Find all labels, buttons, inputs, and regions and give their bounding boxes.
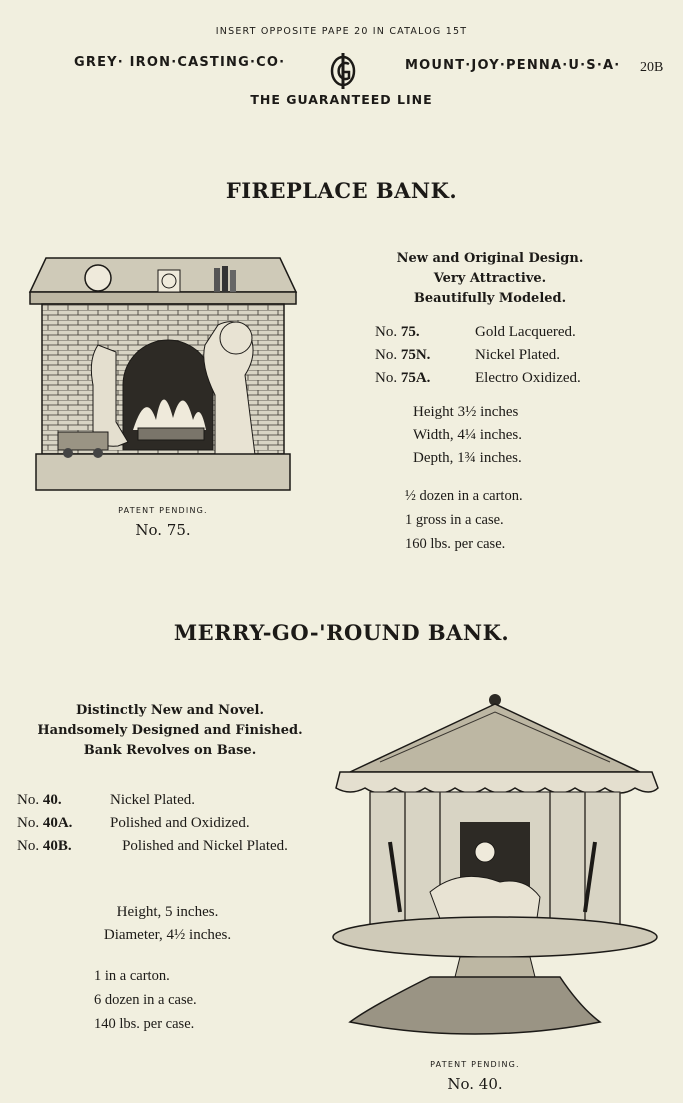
model-prefix: No. [375,324,398,340]
fireplace-intro-line: Beautifully Modeled. [413,291,567,306]
model-number: 40A. [42,815,73,831]
merry-go-round-caption: No. 40. [447,1075,503,1093]
fireplace-bank-title: FIREPLACE BANK. [225,178,458,203]
model-row [17,789,300,812]
dimension-line: Height, 5 inches. [116,904,219,920]
company-location: MOUNT·JOY·PENNA·U·S·A· [405,58,621,73]
fireplace-intro [380,249,600,309]
packing-line: 6 dozen in a case. [94,992,197,1008]
merry-go-round-intro-line: Distinctly New and Novel. [75,703,265,718]
fireplace-packing [405,484,523,556]
model-number: 75. [400,324,420,340]
model-row [375,367,581,390]
merry-go-round-intro [20,701,320,761]
fireplace-model-list [375,321,581,390]
dimension-line: Diameter, 4½ inches. [103,927,232,943]
model-row [375,344,581,367]
model-finish: Nickel Plated. [475,347,560,363]
gic-monogram-logo [329,52,357,90]
model-finish: Polished and Nickel Plated. [122,838,288,854]
packing-line: 140 lbs. per case. [94,1016,195,1032]
model-row [17,835,300,858]
tagline: THE GUARANTEED LINE [250,92,433,107]
merry-go-round-packing [94,964,197,1036]
fireplace-intro-line: New and Original Design. [396,251,584,266]
packing-line: ½ dozen in a carton. [405,488,523,504]
merry-go-round-intro-line: Handsomely Designed and Finished. [37,723,303,738]
merry-go-round-model-list [17,789,300,858]
model-number: 75N. [400,347,431,363]
model-prefix: No. [375,347,398,363]
merry-go-round-dimensions [0,901,335,947]
merry-go-round-patent-pending: PATENT PENDING. [430,1060,520,1069]
model-finish: Gold Lacquered. [475,324,576,340]
packing-line: 1 gross in a case. [405,512,504,528]
model-prefix: No. [17,792,40,808]
packing-line: 1 in a carton. [94,968,170,984]
fireplace-caption: No. 75. [135,521,191,539]
merry-go-round-bank-illustration [330,692,660,1052]
dimension-line: Height 3½ inches [413,404,519,420]
model-prefix: No. [17,815,40,831]
model-finish: Electro Oxidized. [475,370,581,386]
model-prefix: No. [375,370,398,386]
merry-go-round-intro-line: Bank Revolves on Base. [83,743,257,758]
fireplace-bank-illustration [28,250,298,500]
page-number: 20B [640,60,664,75]
merry-go-round-bank-title: MERRY-GO-'ROUND BANK. [173,620,510,645]
model-number: 40. [42,792,62,808]
fireplace-intro-line: Very Attractive. [433,271,547,286]
fireplace-dimensions [413,401,522,470]
packing-line: 160 lbs. per case. [405,536,506,552]
model-row [375,321,581,344]
insert-note: INSERT OPPOSITE PAPE 20 IN CATALOG 15T [215,26,468,37]
model-number: 40B. [42,838,72,854]
model-finish: Polished and Oxidized. [110,815,250,831]
model-finish: Nickel Plated. [110,792,195,808]
model-row [17,812,300,835]
fireplace-patent-pending: PATENT PENDING. [118,506,208,515]
model-prefix: No. [17,838,40,854]
company-name: GREY· IRON·CASTING·CO· [74,55,286,70]
dimension-line: Width, 4¼ inches. [413,427,522,443]
dimension-line: Depth, 1¾ inches. [413,450,522,466]
model-number: 75A. [400,370,431,386]
